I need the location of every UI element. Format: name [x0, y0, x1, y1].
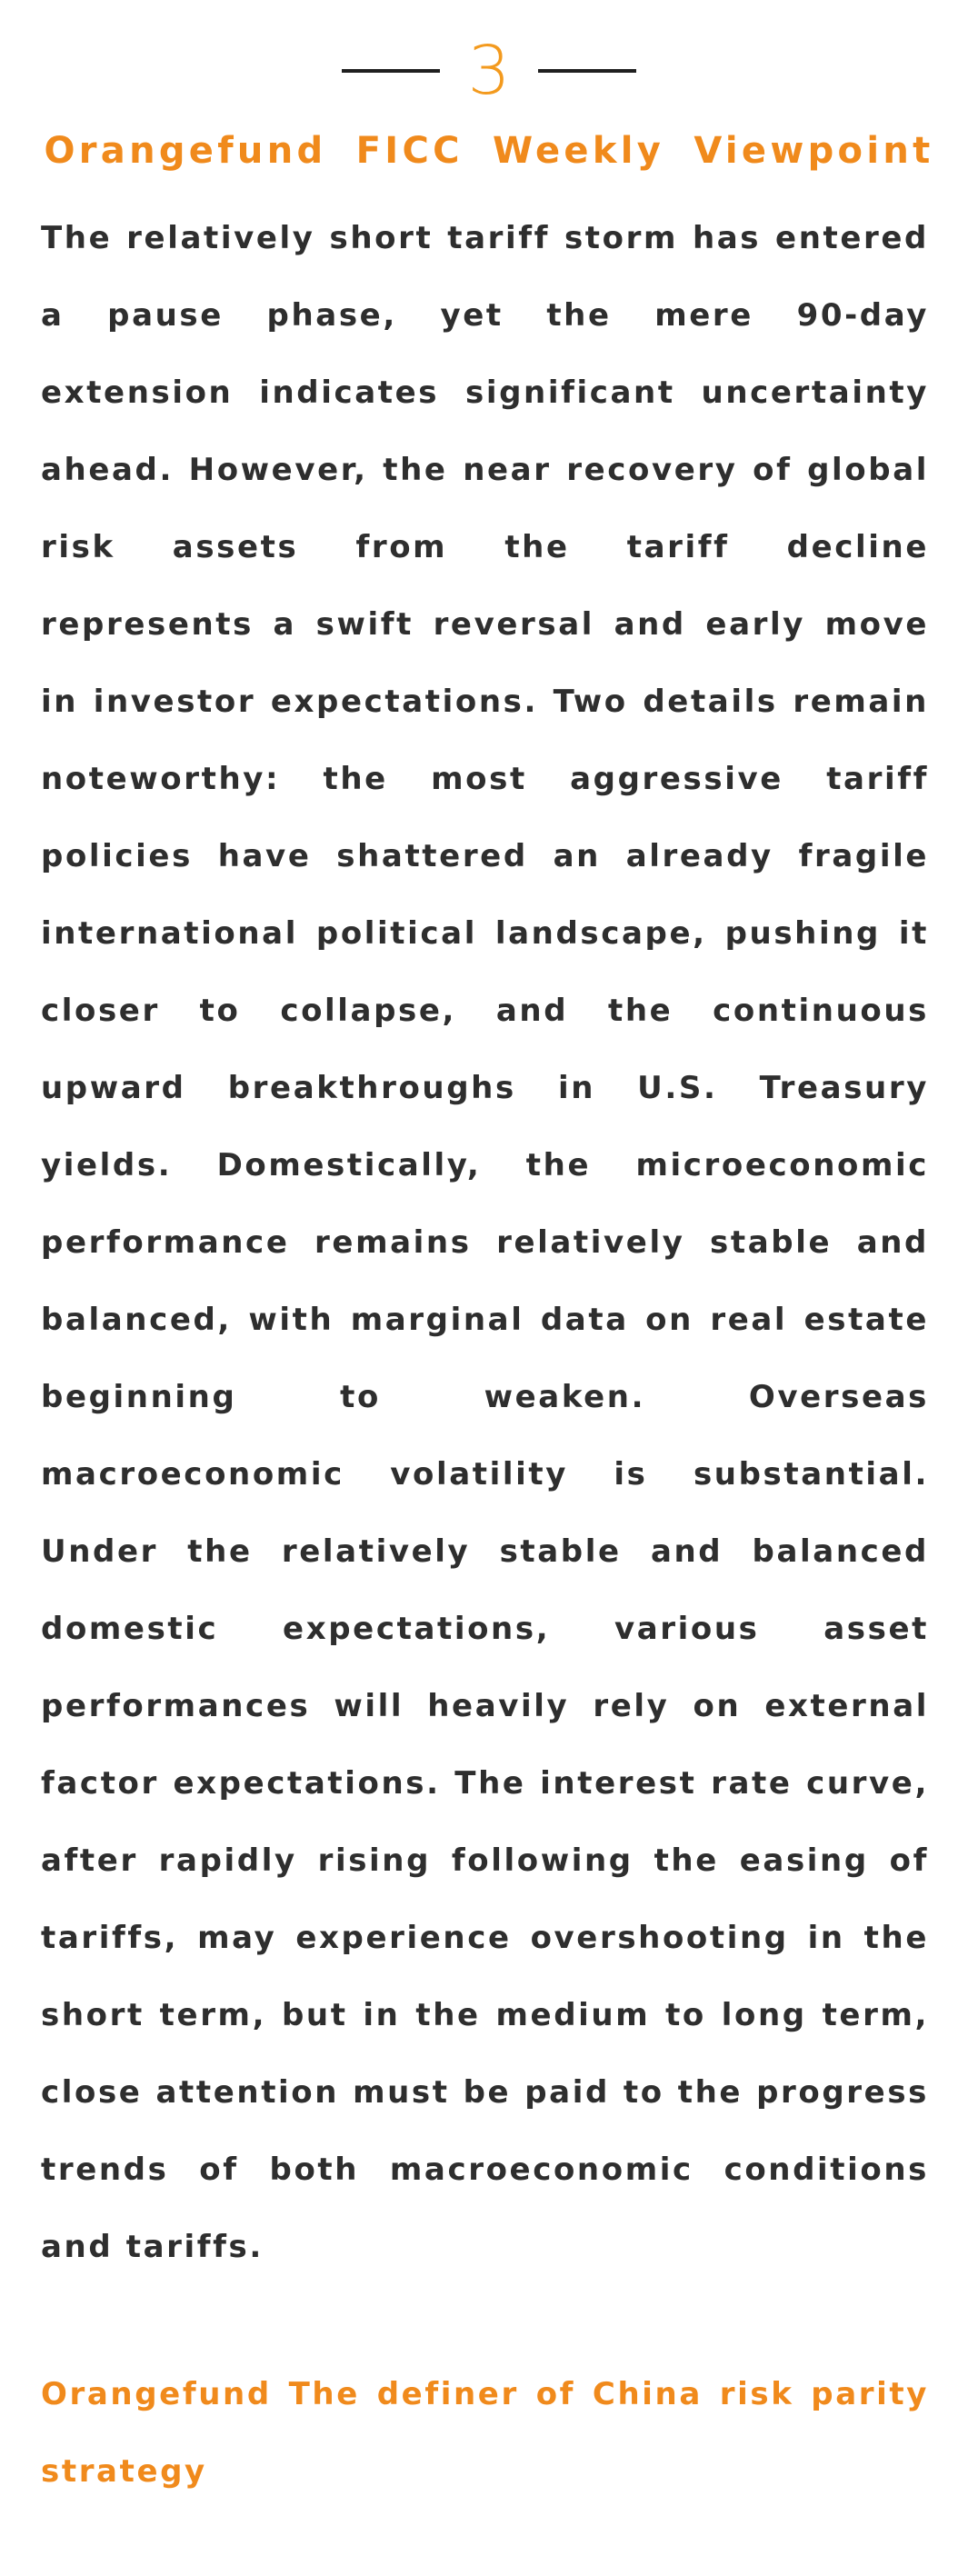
right-divider-line	[538, 69, 636, 73]
section-number: 3	[467, 32, 511, 110]
brand-tagline: Orangefund The definer of China risk parity strategy	[41, 2376, 929, 2490]
article-body: The relatively short tariff storm has entered a pause phase, yet the mere 90-day extension indicates significant uncertainty ahead. However, the near recovery of global risk assets from the tariff decline represents a swift reversal and early move in investor expectations. Two details remain noteworthy: the most aggressive tariff policies have shattered an already fragile international political landscape, pushing it closer to collapse, and the continuous upward breakthroughs in U.S. Treasury yields. Domestically, the microeconomic performance remains relatively stable and balanced, with marginal data on real estate beginning to weaken. Overseas macroeconomic volatility is substantial. Under the relatively stable and balanced domestic expectations, various asset performances will heavily rely on external factor expectations. The interest rate curve, after rapidly rising following the easing of tariffs, may experience overshooting in the short term, but in the medium to long term, close attention must be paid to the progress trends of both macroeconomic conditions and tariffs.	[41, 220, 929, 2265]
section-number-header	[0, 25, 978, 116]
page-title: Orangefund FICC Weekly Viewpoint	[44, 130, 934, 172]
left-divider-line	[342, 69, 440, 73]
